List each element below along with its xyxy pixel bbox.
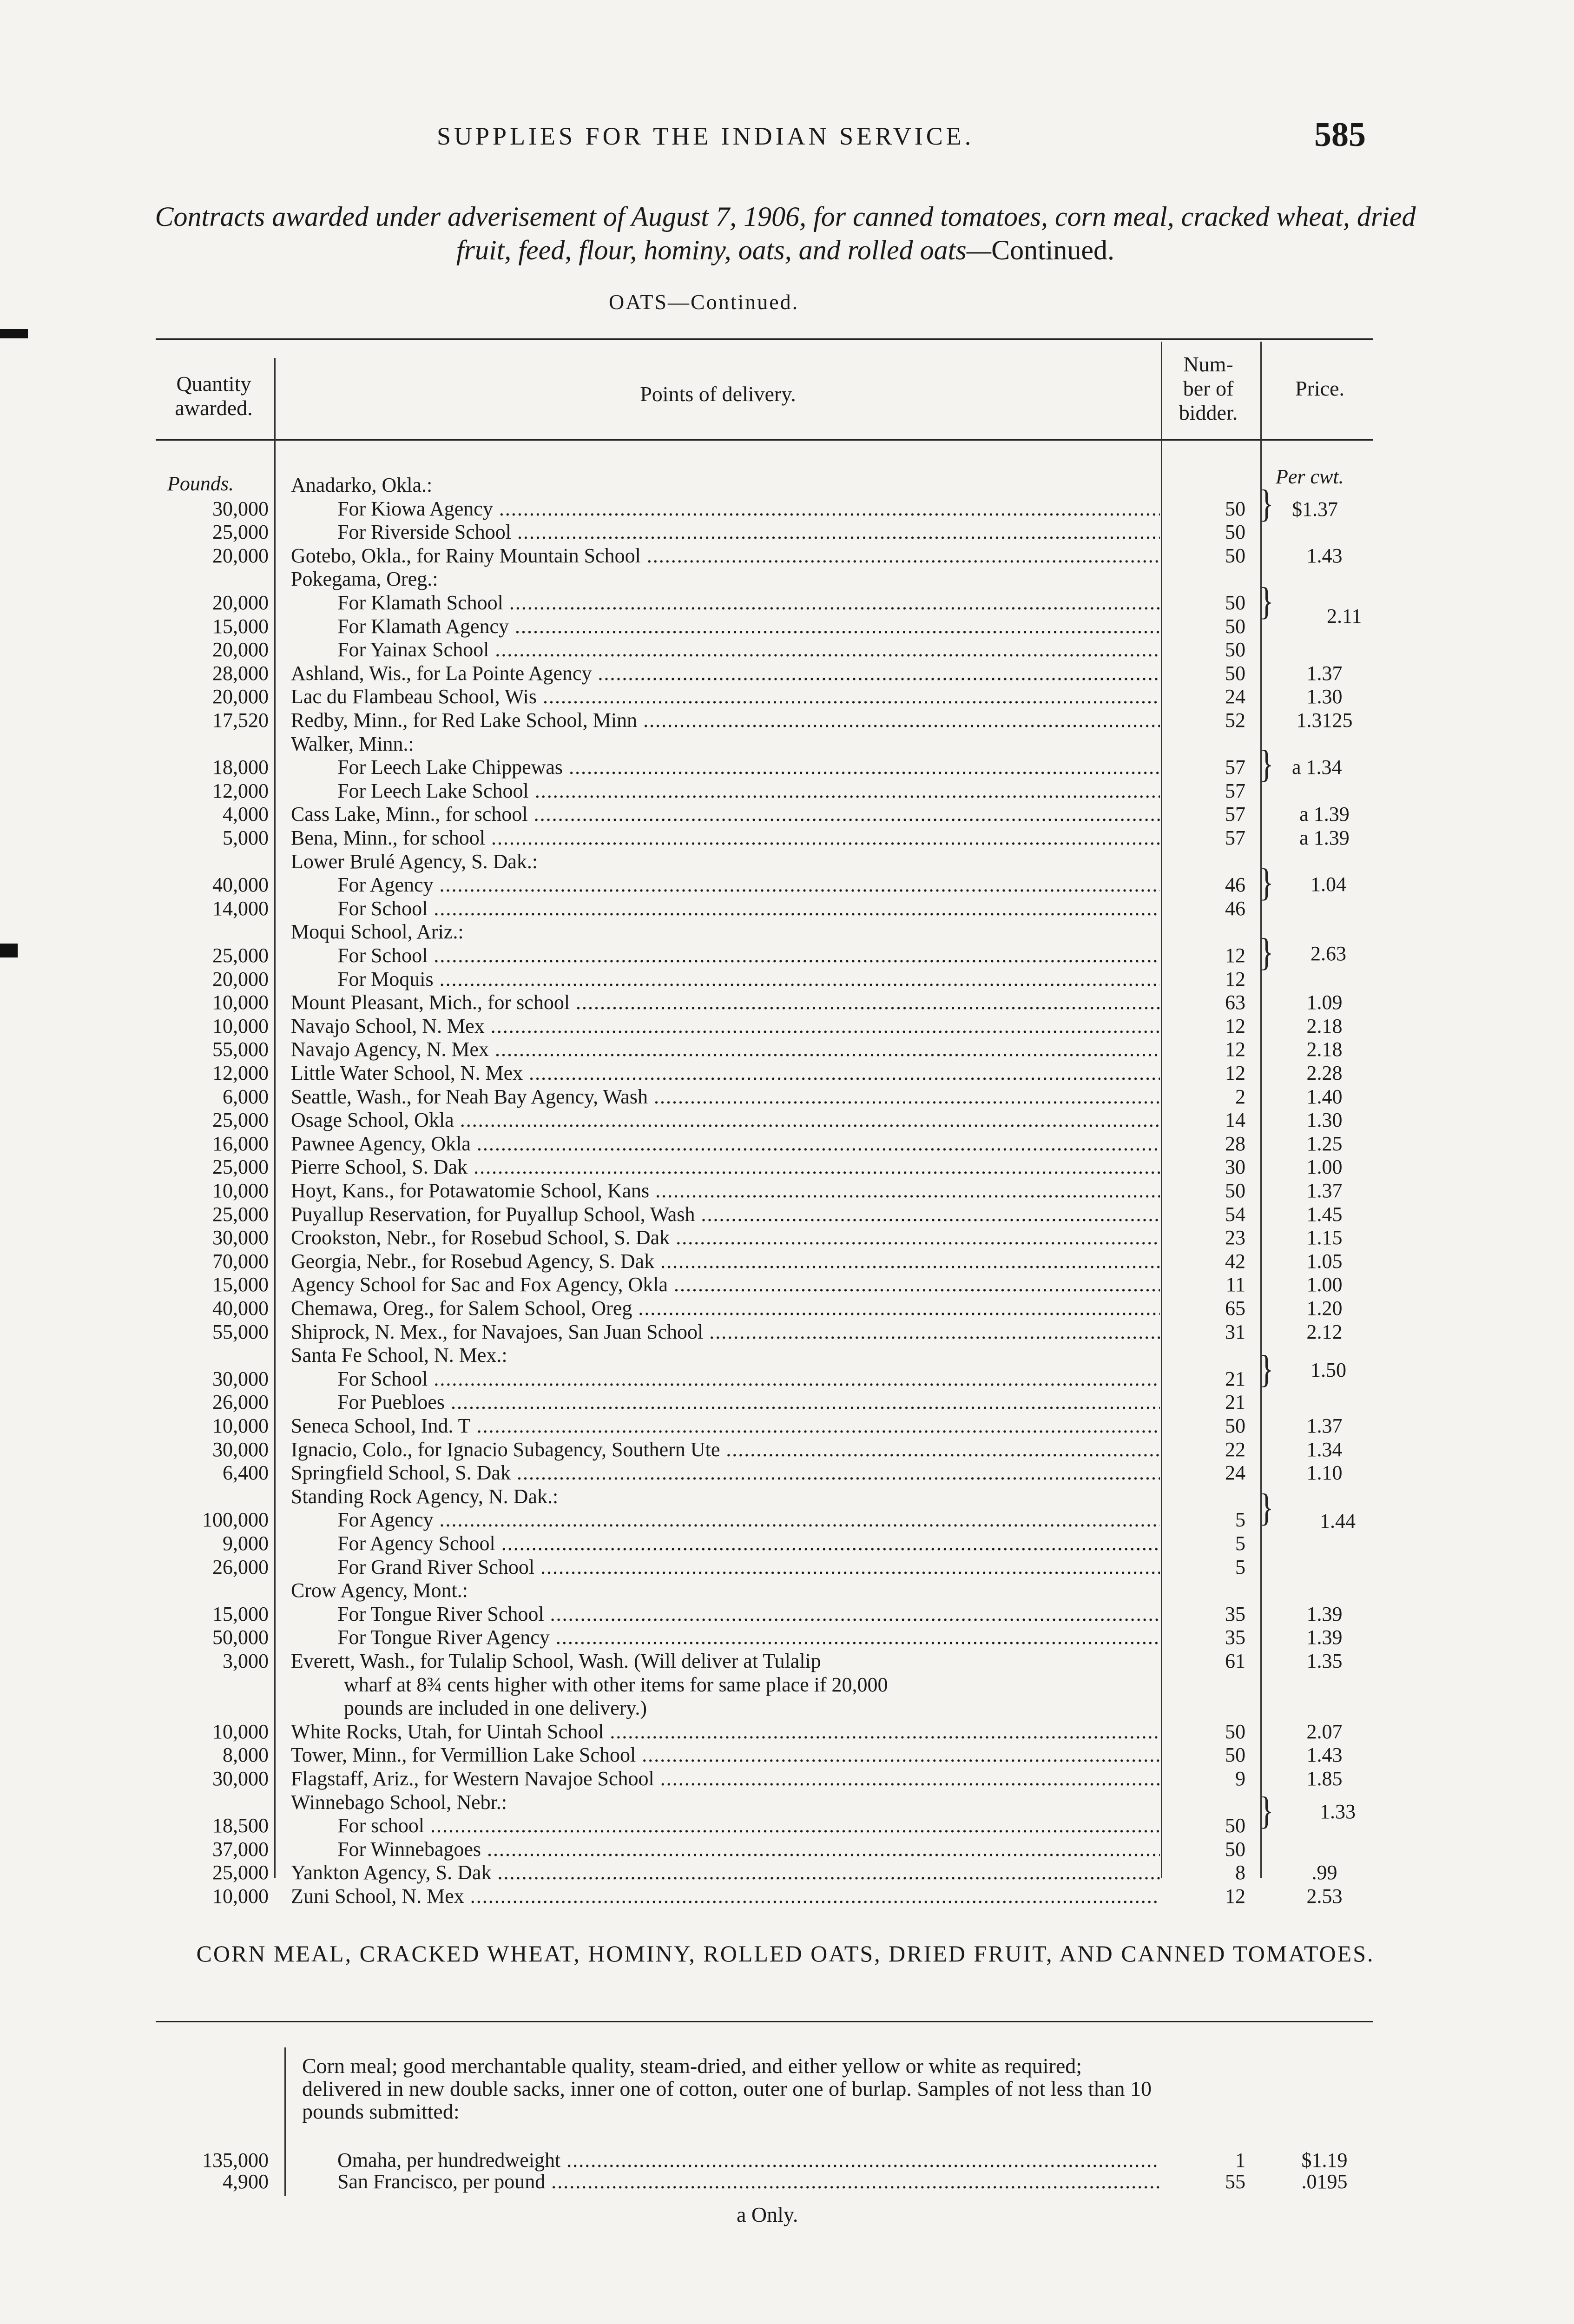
bidder-cell: 9	[1235, 1767, 1245, 1790]
delivery-point-cell: For Moquis .....	[337, 967, 1160, 991]
quantity-cell: 40,000	[212, 873, 269, 896]
quantity-cell: 5,000	[223, 826, 269, 849]
quantity-cell: 4,900	[223, 2170, 269, 2193]
delivery-point-cell: Omaha, per hundredweight .....	[337, 2148, 1160, 2172]
delivery-point-cell: Lac du Flambeau School, Wis .....	[291, 685, 1160, 708]
quantity-cell: 40,000	[212, 1297, 269, 1320]
price-cell: 2.28	[1306, 1062, 1343, 1084]
quantity-cell: 15,000	[212, 1273, 269, 1296]
group-brace: }	[1259, 1789, 1274, 1832]
quantity-cell: 135,000	[202, 2149, 269, 2172]
bidder-cell: 50	[1225, 1720, 1245, 1743]
quantity-cell: 25,000	[212, 1155, 269, 1178]
delivery-point-cell: Crookston, Nebr., for Rosebud School, S. Dak .....	[291, 1226, 1160, 1249]
price-cell: 1.00	[1306, 1273, 1343, 1296]
price-cell: 2.12	[1306, 1320, 1343, 1343]
quantity-cell: 6,000	[223, 1085, 269, 1108]
quantity-header-line: awarded.	[175, 396, 253, 420]
table-row	[0, 1085, 1574, 1108]
page-number: 585	[1314, 116, 1366, 154]
corn-meal-description: Corn meal; good merchantable quality, steam-dried, and either yellow or white as required; delivered in new double sacks, inner one of cotton, outer one of burlap. Samples of not less than 10 pounds submitted:	[302, 2054, 1152, 2123]
price-cell: 1.35	[1306, 1650, 1343, 1672]
bidder-cell: 21	[1225, 1367, 1245, 1390]
group-brace: }	[1259, 580, 1274, 623]
table-row	[0, 779, 1574, 802]
quantity-cell: 25,000	[212, 1861, 269, 1884]
table-row	[0, 850, 1574, 873]
delivery-point-cell: For Leech Lake School .....	[337, 779, 1160, 803]
delivery-point-cell: Winnebago School, Nebr.:	[291, 1791, 507, 1814]
quantity-cell: 18,500	[212, 1814, 269, 1837]
table-row	[0, 567, 1574, 590]
table-row	[0, 920, 1574, 943]
quantity-cell: 4,000	[223, 803, 269, 825]
table-row	[0, 1837, 1574, 1861]
delivery-point-cell: Puyallup Reservation, for Puyallup School, Wash .....	[291, 1202, 1160, 1226]
bidder-cell: 55	[1225, 2170, 1245, 2193]
price-cell: .0195	[1301, 2170, 1348, 2193]
table-row	[0, 1390, 1574, 1413]
bidder-cell: 50	[1225, 1814, 1245, 1837]
delivery-point-cell: San Francisco, per pound .....	[337, 2170, 1160, 2193]
group-price: $1.37	[1292, 498, 1338, 521]
delivery-point-cell: Pokegama, Oreg.:	[291, 568, 438, 590]
delivery-point-cell: Flagstaff, Ariz., for Western Navajoe School .....	[291, 1767, 1160, 1790]
bidder-cell: 28	[1225, 1132, 1245, 1155]
delivery-point-cell: Navajo Agency, N. Mex .....	[291, 1037, 1160, 1061]
table-row	[0, 1014, 1574, 1037]
delivery-point-cell: Walker, Minn.:	[291, 733, 414, 755]
quantity-cell: 17,520	[212, 709, 269, 732]
bidder-cell: 8	[1235, 1861, 1245, 1884]
table-row	[0, 967, 1574, 990]
delivery-point-cell: Seneca School, Ind. T .....	[291, 1414, 1160, 1438]
bidder-column-header	[1162, 352, 1255, 425]
delivery-point-cell: Georgia, Nebr., for Rosebud Agency, S. Dak .....	[291, 1249, 1160, 1273]
quantity-cell: 10,000	[212, 1720, 269, 1743]
delivery-point-cell: Everett, Wash., for Tulalip School, Wash. (Will deliver at Tulalip	[291, 1650, 821, 1672]
bidder-cell: 50	[1225, 1414, 1245, 1437]
quantity-cell: 30,000	[212, 1767, 269, 1790]
group-price: 1.04	[1311, 873, 1346, 896]
price-cell: 2.18	[1306, 1015, 1343, 1037]
delivery-point-cell: For Klamath School .....	[337, 591, 1160, 614]
delivery-point-cell: Hoyt, Kans., for Potawatomie School, Kans .....	[291, 1179, 1160, 1202]
delivery-point-cell: For School .....	[337, 1367, 1160, 1391]
header-bottom-rule	[156, 439, 1373, 441]
table-row	[0, 1179, 1574, 1202]
bidder-cell: 57	[1225, 756, 1245, 779]
price-cell: 1.37	[1306, 1414, 1343, 1437]
price-cell: 1.40	[1306, 1085, 1343, 1108]
delivery-point-cell: Shiprock, N. Mex., for Navajoes, San Juan School .....	[291, 1320, 1160, 1344]
group-brace: }	[1259, 861, 1274, 904]
delivery-point-cell: Cass Lake, Minn., for school .....	[291, 802, 1160, 826]
bidder-cell: 61	[1225, 1650, 1245, 1672]
bidder-cell: 50	[1225, 591, 1245, 614]
bidder-cell: 35	[1225, 1626, 1245, 1649]
price-cell: 1.37	[1306, 662, 1343, 685]
table-row	[0, 1767, 1574, 1790]
bidder-cell: 22	[1225, 1438, 1245, 1461]
price-cell: 1.39	[1306, 1603, 1343, 1625]
bidder-cell: 57	[1225, 826, 1245, 849]
price-cell: 1.3125	[1296, 709, 1353, 732]
quantity-cell: 26,000	[212, 1391, 269, 1413]
running-title: SUPPLIES FOR THE INDIAN SERVICE.	[437, 122, 975, 150]
table-row	[0, 661, 1574, 685]
quantity-cell: 30,000	[212, 1226, 269, 1249]
quantity-cell: 25,000	[212, 1203, 269, 1226]
bidder-cell: 12	[1225, 1015, 1245, 1037]
table-row	[0, 1438, 1574, 1461]
quantity-cell: 8,000	[223, 1743, 269, 1766]
price-cell: .99	[1311, 1861, 1337, 1884]
bidder-cell: 46	[1225, 873, 1245, 896]
table-row	[0, 2170, 1574, 2193]
delivery-point-cell: For school .....	[337, 1814, 1160, 1837]
quantity-cell: 100,000	[202, 1508, 269, 1531]
price-cell: 1.25	[1306, 1132, 1343, 1155]
delivery-point-cell: For Leech Lake Chippewas .....	[337, 755, 1160, 779]
price-cell: 1.09	[1306, 991, 1343, 1014]
bidder-cell: 50	[1225, 544, 1245, 567]
quantity-cell: 10,000	[212, 1015, 269, 1037]
bidder-cell: 50	[1225, 1838, 1245, 1861]
quantity-header-line: Quantity	[176, 372, 251, 396]
table-row	[0, 1249, 1574, 1273]
table-row	[0, 638, 1574, 661]
delivery-point-cell: For Riverside School .....	[337, 520, 1160, 544]
delivery-point-cell: Crow Agency, Mont.:	[291, 1579, 468, 1602]
delivery-point-cell: Seattle, Wash., for Neah Bay Agency, Wash .....	[291, 1085, 1160, 1109]
bidder-cell: 54	[1225, 1203, 1245, 1226]
quantity-cell: 70,000	[212, 1250, 269, 1273]
delivery-point-cell: wharf at 8¾ cents higher with other items for same place if 20,000	[344, 1673, 888, 1696]
group-brace: }	[1259, 482, 1274, 525]
table-row	[0, 1578, 1574, 1602]
price-cell: 1.10	[1306, 1461, 1343, 1484]
table-row	[0, 1461, 1574, 1484]
quantity-cell: 50,000	[212, 1626, 269, 1649]
delivery-point-cell: For Tongue River School .....	[337, 1602, 1160, 1626]
quantity-cell: 12,000	[212, 1062, 269, 1084]
delivery-point-cell: Gotebo, Okla., for Rainy Mountain School .....	[291, 544, 1160, 568]
bidder-cell: 50	[1225, 638, 1245, 661]
table-row	[0, 1061, 1574, 1084]
table-caption	[153, 200, 1417, 267]
bidder-cell: 31	[1225, 1320, 1245, 1343]
delivery-point-cell: For Puebloes .....	[337, 1390, 1160, 1414]
delivery-point-cell: Redby, Minn., for Red Lake School, Minn .....	[291, 708, 1160, 732]
price-cell: 1.45	[1306, 1203, 1343, 1226]
table-row	[0, 1555, 1574, 1578]
caption-text: Contracts awarded under adverisement of August 7, 1906, for canned tomatoes, corn meal, cracked wheat, dried fruit, feed, flour, hominy, oats, and rolled oats—	[155, 201, 1416, 265]
quantity-cell: 20,000	[212, 544, 269, 567]
delivery-point-cell: For Kiowa Agency .....	[337, 497, 1160, 521]
quantity-cell: 26,000	[212, 1556, 269, 1578]
bidder-cell: 57	[1225, 779, 1245, 802]
delivery-point-cell: White Rocks, Utah, for Uintah School .....	[291, 1720, 1160, 1743]
bidder-header-line: Num-	[1183, 352, 1233, 376]
bidder-cell: 24	[1225, 1461, 1245, 1484]
group-price: 1.50	[1311, 1359, 1346, 1381]
corn-section-title: CORN MEAL, CRACKED WHEAT, HOMINY, ROLLED OATS, DRIED FRUIT, AND CANNED TOMATOES.	[196, 1941, 1375, 1967]
delivery-point-cell: Zuni School, N. Mex .....	[291, 1884, 1160, 1908]
group-price: a 1.34	[1292, 756, 1342, 779]
table-row	[0, 1320, 1574, 1343]
quantity-cell: 20,000	[212, 968, 269, 990]
quantity-cell: 10,000	[212, 1414, 269, 1437]
table-row	[0, 1296, 1574, 1320]
delivery-point-cell: For Winnebagoes .....	[337, 1837, 1160, 1861]
quantity-cell: 30,000	[212, 1367, 269, 1390]
delivery-point-cell: For Agency .....	[337, 1508, 1160, 1532]
table-row	[0, 520, 1574, 543]
bidder-cell: 50	[1225, 521, 1245, 543]
group-price: 2.11	[1327, 605, 1362, 627]
table-row	[0, 1155, 1574, 1178]
quantity-cell: 28,000	[212, 662, 269, 685]
delivery-point-cell: Pawnee Agency, Okla .....	[291, 1132, 1160, 1155]
price-cell: 1.43	[1306, 1743, 1343, 1766]
price-column-header: Price.	[1295, 376, 1344, 400]
delivery-point-cell: For School .....	[337, 944, 1160, 967]
quantity-cell: 16,000	[212, 1132, 269, 1155]
bidder-cell: 65	[1225, 1297, 1245, 1320]
bidder-cell: 50	[1225, 497, 1245, 520]
table-row	[0, 1884, 1574, 1908]
price-cell: 1.00	[1306, 1155, 1343, 1178]
section-title: OATS—Continued.	[609, 290, 799, 314]
table-row	[0, 1532, 1574, 1555]
quantity-cell: 25,000	[212, 1109, 269, 1131]
quantity-cell: 10,000	[212, 1885, 269, 1908]
price-cell: 1.37	[1306, 1179, 1343, 1202]
table-row	[0, 708, 1574, 732]
table-row	[0, 732, 1574, 755]
bidder-cell: 1	[1235, 2149, 1245, 2172]
price-cell: 1.43	[1306, 544, 1343, 567]
bidder-cell: 50	[1225, 662, 1245, 685]
quantity-cell: 30,000	[212, 497, 269, 520]
points-column-header: Points of delivery.	[640, 382, 796, 406]
quantity-cell: 12,000	[212, 779, 269, 802]
bidder-cell: 57	[1225, 803, 1245, 825]
table-row	[0, 1485, 1574, 1508]
quantity-cell: 37,000	[212, 1838, 269, 1861]
quantity-cell: 3,000	[223, 1650, 269, 1672]
bidder-cell: 24	[1225, 685, 1245, 708]
quantity-cell: 25,000	[212, 521, 269, 543]
bidder-cell: 12	[1225, 1062, 1245, 1084]
table-row	[0, 1602, 1574, 1625]
table-row	[0, 1037, 1574, 1061]
delivery-point-cell: Mount Pleasant, Mich., for school .....	[291, 990, 1160, 1014]
quantity-cell: 10,000	[212, 1179, 269, 1202]
price-cell: 1.30	[1306, 685, 1343, 708]
delivery-point-cell: Agency School for Sac and Fox Agency, Okla .....	[291, 1273, 1160, 1296]
delivery-point-cell: Yankton Agency, S. Dak .....	[291, 1861, 1160, 1884]
price-cell: 1.34	[1306, 1438, 1343, 1461]
price-cell: 2.53	[1306, 1885, 1343, 1908]
group-brace: }	[1259, 931, 1274, 974]
delivery-point-cell: pounds are included in one delivery.)	[344, 1697, 647, 1719]
delivery-point-cell: Navajo School, N. Mex .....	[291, 1014, 1160, 1038]
table-row	[0, 826, 1574, 849]
table-row	[0, 1743, 1574, 1766]
table-row	[0, 1414, 1574, 1437]
quantity-cell: 6,400	[223, 1461, 269, 1484]
price-cell: 1.39	[1306, 1626, 1343, 1649]
bidder-cell: 50	[1225, 615, 1245, 638]
bidder-cell: 11	[1225, 1273, 1245, 1296]
table-row	[0, 1273, 1574, 1296]
bidder-cell: 21	[1225, 1391, 1245, 1413]
group-price: 2.63	[1311, 942, 1346, 965]
table-row	[0, 990, 1574, 1014]
bidder-cell: 12	[1225, 968, 1245, 990]
quantity-cell: 18,000	[212, 756, 269, 779]
bidder-cell: 35	[1225, 1603, 1245, 1625]
delivery-point-cell: Little Water School, N. Mex .....	[291, 1061, 1160, 1085]
table-row	[0, 473, 1574, 496]
bidder-header-line: ber of	[1183, 376, 1234, 400]
bidder-header-line: bidder.	[1179, 401, 1238, 424]
table-row	[0, 685, 1574, 708]
delivery-point-cell: Lower Brulé Agency, S. Dak.:	[291, 850, 538, 873]
bidder-cell: 50	[1225, 1743, 1245, 1766]
quantity-cell: 55,000	[212, 1038, 269, 1061]
delivery-point-cell: Anadarko, Okla.:	[291, 474, 433, 496]
quantity-column-header	[156, 372, 272, 420]
price-cell: 2.18	[1306, 1038, 1343, 1061]
group-brace: }	[1259, 742, 1274, 786]
bidder-cell: 42	[1225, 1250, 1245, 1273]
footnote: a Only.	[737, 2203, 798, 2226]
quantity-cell: 14,000	[212, 897, 269, 920]
table-row	[0, 1202, 1574, 1226]
price-cell: 2.07	[1306, 1720, 1343, 1743]
delivery-point-cell: For Klamath Agency .....	[337, 614, 1160, 638]
delivery-point-cell: Moqui School, Ariz.:	[291, 920, 464, 943]
table-row	[0, 1649, 1574, 1672]
quantity-cell: 30,000	[212, 1438, 269, 1461]
quantity-cell: 15,000	[212, 615, 269, 638]
delivery-point-cell: Santa Fe School, N. Mex.:	[291, 1344, 507, 1367]
group-price: 1.33	[1320, 1800, 1356, 1823]
delivery-point-cell: For Agency .....	[337, 873, 1160, 897]
table-row	[0, 1673, 1574, 1696]
bidder-cell: 46	[1225, 897, 1245, 920]
corn-table-top-rule	[156, 2021, 1373, 2022]
delivery-point-cell: For Agency School .....	[337, 1532, 1160, 1555]
table-row	[0, 1108, 1574, 1131]
table-row	[0, 1132, 1574, 1155]
bidder-cell: 12	[1225, 1885, 1245, 1908]
table-row	[0, 1720, 1574, 1743]
quantity-cell: 15,000	[212, 1603, 269, 1625]
delivery-point-cell: Ashland, Wis., for La Pointe Agency .....	[291, 661, 1160, 685]
caption-continued: Continued.	[991, 235, 1115, 265]
table-row	[0, 2148, 1574, 2172]
margin-tab-mark	[0, 329, 28, 338]
table-row	[0, 544, 1574, 567]
quantity-cell: 55,000	[212, 1320, 269, 1343]
bidder-cell: 52	[1225, 709, 1245, 732]
table-row	[0, 1625, 1574, 1649]
quantity-cell: 25,000	[212, 944, 269, 967]
price-unit: Per cwt.	[1276, 465, 1344, 488]
price-cell: $1.19	[1301, 2149, 1348, 2172]
delivery-point-cell: For Yainax School .....	[337, 638, 1160, 661]
group-price: 1.44	[1320, 1510, 1356, 1532]
price-cell: a 1.39	[1299, 803, 1350, 825]
bidder-cell: 23	[1225, 1226, 1245, 1249]
table-row	[0, 897, 1574, 920]
bidder-cell: 5	[1235, 1532, 1245, 1555]
bidder-cell: 5	[1235, 1556, 1245, 1578]
bidder-cell: 30	[1225, 1155, 1245, 1178]
price-cell: 1.05	[1306, 1250, 1343, 1273]
quantity-cell: 20,000	[212, 638, 269, 661]
price-cell: 1.85	[1306, 1767, 1343, 1790]
bidder-cell: 2	[1235, 1085, 1245, 1108]
bidder-cell: 12	[1225, 944, 1245, 967]
delivery-point-cell: Standing Rock Agency, N. Dak.:	[291, 1485, 559, 1508]
quantity-cell: 20,000	[212, 685, 269, 708]
quantity-cell: 20,000	[212, 591, 269, 614]
group-brace: }	[1259, 1486, 1274, 1529]
bidder-cell: 5	[1235, 1508, 1245, 1531]
quantity-cell: 10,000	[212, 991, 269, 1014]
bidder-cell: 63	[1225, 991, 1245, 1014]
group-brace: }	[1259, 1347, 1274, 1391]
delivery-point-cell: Ignacio, Colo., for Ignacio Subagency, Southern Ute .....	[291, 1438, 1160, 1461]
table-row	[0, 1861, 1574, 1884]
table-row	[0, 1696, 1574, 1719]
bidder-cell: 12	[1225, 1038, 1245, 1061]
delivery-point-cell: Tower, Minn., for Vermillion Lake School .....	[291, 1743, 1160, 1767]
bidder-cell: 14	[1225, 1109, 1245, 1131]
price-cell: 1.30	[1306, 1109, 1343, 1131]
delivery-point-cell: Bena, Minn., for school .....	[291, 826, 1160, 850]
delivery-point-cell: Springfield School, S. Dak .....	[291, 1461, 1160, 1485]
price-cell: 1.20	[1306, 1297, 1343, 1320]
price-cell: 1.15	[1306, 1226, 1343, 1249]
table-row	[0, 802, 1574, 825]
delivery-point-cell: For Grand River School .....	[337, 1555, 1160, 1579]
quantity-cell: 9,000	[223, 1532, 269, 1555]
delivery-point-cell: Osage School, Okla .....	[291, 1108, 1160, 1132]
table-row	[0, 1226, 1574, 1249]
delivery-point-cell: Pierre School, S. Dak .....	[291, 1155, 1160, 1179]
delivery-point-cell: For School .....	[337, 897, 1160, 920]
table-top-rule	[156, 338, 1373, 340]
delivery-point-cell: For Tongue River Agency .....	[337, 1625, 1160, 1649]
bidder-cell: 50	[1225, 1179, 1245, 1202]
delivery-point-cell: Chemawa, Oreg., for Salem School, Oreg .....	[291, 1296, 1160, 1320]
price-cell: a 1.39	[1299, 826, 1350, 849]
quantity-unit: Pounds.	[167, 472, 234, 495]
